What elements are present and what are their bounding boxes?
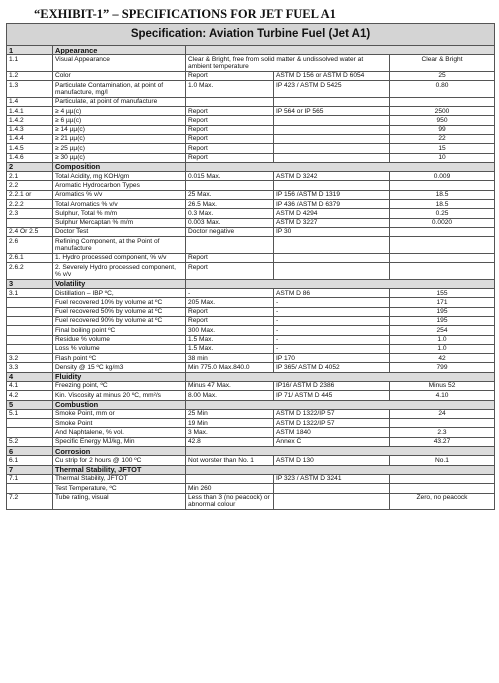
item-result: 950: [390, 116, 495, 125]
item-number: 3.2: [7, 354, 53, 363]
item-label: ≥ 6 µµ(c): [53, 116, 186, 125]
item-limit: Report: [186, 253, 274, 262]
item-result: [390, 253, 495, 262]
item-number: 1.4: [7, 97, 53, 106]
item-test-method: ASTM D 3242: [274, 172, 390, 181]
item-number: 1.3: [7, 81, 53, 98]
table-row: [7, 428, 495, 437]
item-test-method: -: [274, 316, 390, 325]
item-test-method: -: [274, 298, 390, 307]
item-limit: 19 Min: [186, 419, 274, 428]
item-number: [7, 335, 53, 344]
section-number: 7: [7, 465, 53, 474]
section-filler: [186, 372, 495, 381]
item-test-method: [274, 153, 390, 162]
item-label: Total Aromatics % v/v: [53, 200, 186, 209]
table-row: [7, 437, 495, 446]
item-number: [7, 428, 53, 437]
item-label: Distillation – IBP ºC,: [53, 289, 186, 298]
item-number: 2.6: [7, 237, 53, 254]
item-result: 18.5: [390, 200, 495, 209]
item-test-method: ASTM D 156 or ASTM D 6054: [274, 71, 390, 80]
item-limit: Minus 47 Max.: [186, 381, 274, 390]
item-limit: Report: [186, 263, 274, 280]
table-row: [7, 456, 495, 465]
section-row: [7, 279, 495, 288]
item-label: Sulphur Mercaptan % m/m: [53, 218, 186, 227]
table-row: [7, 134, 495, 143]
item-number: 2.2: [7, 181, 53, 190]
item-result: 195: [390, 316, 495, 325]
item-result: 25: [390, 71, 495, 80]
item-limit: 25 Max.: [186, 190, 274, 199]
section-label: Corrosion: [53, 447, 186, 456]
item-label: Aromatics % v/v: [53, 190, 186, 199]
section-number: 3: [7, 279, 53, 288]
item-label: Doctor Test: [53, 227, 186, 236]
item-number: 2.2.1 or: [7, 190, 53, 199]
item-label: 2. Severely Hydro processed component, % v/v: [53, 263, 186, 280]
section-number: 4: [7, 372, 53, 381]
item-number: 3.1: [7, 289, 53, 298]
item-limit: Min 775.0 Max.840.0: [186, 363, 274, 372]
section-row: [7, 465, 495, 474]
item-label: Particulate, at point of manufacture: [53, 97, 186, 106]
item-limit: 1.5 Max.: [186, 335, 274, 344]
item-number: 4.1: [7, 381, 53, 390]
section-filler: [186, 279, 495, 288]
item-label: Kin. Viscosity at minus 20 ºC, mm²/s: [53, 391, 186, 400]
item-result: 2.3: [390, 428, 495, 437]
section-label: Fluidity: [53, 372, 186, 381]
item-label: ≥ 14 µµ(c): [53, 125, 186, 134]
item-label: Density @ 15 ºC kg/m3: [53, 363, 186, 372]
item-result: 799: [390, 363, 495, 372]
item-limit: 300 Max.: [186, 326, 274, 335]
item-result: [390, 237, 495, 254]
item-number: 2.4 Or 2.5: [7, 227, 53, 236]
item-test-method: IP 423 / ASTM D 5425: [274, 81, 390, 98]
item-test-method: ASTM D 3227: [274, 218, 390, 227]
item-result: 4.10: [390, 391, 495, 400]
item-number: 1.4.1: [7, 107, 53, 116]
table-row: [7, 419, 495, 428]
item-limit: Less than 3 (no peacock) or abnormal colour: [186, 493, 274, 510]
item-result: [390, 484, 495, 493]
item-test-method: IP 323 / ASTM D 3241: [274, 474, 390, 483]
table-row: [7, 363, 495, 372]
table-row: [7, 335, 495, 344]
item-limit: 0.3 Max.: [186, 209, 274, 218]
table-row: [7, 493, 495, 510]
item-result: [390, 419, 495, 428]
item-test-method: [274, 493, 390, 510]
table-row: [7, 253, 495, 262]
section-row: [7, 162, 495, 171]
item-number: [7, 307, 53, 316]
table-row: [7, 172, 495, 181]
table-row: [7, 181, 495, 190]
table-row: [7, 116, 495, 125]
item-limit: Report: [186, 116, 274, 125]
item-number: 2.6.2: [7, 263, 53, 280]
item-limit: [186, 237, 274, 254]
item-label: Smoke Point, mm or: [53, 409, 186, 418]
item-limit: 205 Max.: [186, 298, 274, 307]
item-result: No.1: [390, 456, 495, 465]
item-result: 0.25: [390, 209, 495, 218]
table-row: [7, 55, 495, 72]
section-filler: [186, 46, 495, 55]
item-test-method: IP 170: [274, 354, 390, 363]
item-number: 1.1: [7, 55, 53, 72]
item-test-method: ASTM D 130: [274, 456, 390, 465]
item-label: Residue % volume: [53, 335, 186, 344]
item-test-method: IP 71/ ASTM D 445: [274, 391, 390, 400]
table-row: [7, 409, 495, 418]
item-result: [390, 474, 495, 483]
table-row: [7, 190, 495, 199]
table-header-row: [7, 24, 495, 46]
item-limit: 25 Min: [186, 409, 274, 418]
specification-table: [6, 23, 495, 510]
item-result: 42: [390, 354, 495, 363]
section-number: 2: [7, 162, 53, 171]
item-limit: Report: [186, 134, 274, 143]
item-test-method: IP 436 /ASTM D 6379: [274, 200, 390, 209]
section-label: Thermal Stability, JFTOT: [53, 465, 186, 474]
item-number: [7, 419, 53, 428]
item-label: Flash point ºC: [53, 354, 186, 363]
item-result: 15: [390, 144, 495, 153]
table-row: [7, 391, 495, 400]
item-number: 2.3: [7, 209, 53, 218]
table-row: [7, 298, 495, 307]
item-limit: Clear & Bright, free from solid matter & undissolved water at ambient temperature: [186, 55, 390, 72]
item-limit: Not worster than No. 1: [186, 456, 274, 465]
item-label: Freezing point, ºC: [53, 381, 186, 390]
item-result: [390, 263, 495, 280]
item-result: 254: [390, 326, 495, 335]
item-limit: Report: [186, 316, 274, 325]
item-number: 1.4.3: [7, 125, 53, 134]
item-number: 6.1: [7, 456, 53, 465]
item-label: 1. Hydro processed component, % v/v: [53, 253, 186, 262]
item-result: [390, 181, 495, 190]
item-number: 1.4.2: [7, 116, 53, 125]
item-limit: Report: [186, 125, 274, 134]
item-limit: 3 Max.: [186, 428, 274, 437]
item-result: 1.0: [390, 335, 495, 344]
item-limit: -: [186, 289, 274, 298]
item-test-method: IP 564 or IP 565: [274, 107, 390, 116]
item-test-method: ASTM D 1322/IP 57: [274, 409, 390, 418]
section-filler: [186, 465, 495, 474]
item-label: Aromatic Hydrocarbon Types: [53, 181, 186, 190]
item-limit: Report: [186, 144, 274, 153]
item-number: 1.4.6: [7, 153, 53, 162]
item-limit: 42.8: [186, 437, 274, 446]
section-filler: [186, 447, 495, 456]
item-label: Thermal Stability, JFTOT: [53, 474, 186, 483]
section-row: [7, 46, 495, 55]
item-result: [390, 227, 495, 236]
table-row: [7, 209, 495, 218]
item-label: ≥ 25 µµ(c): [53, 144, 186, 153]
item-test-method: -: [274, 307, 390, 316]
table-row: [7, 474, 495, 483]
section-number: 1: [7, 46, 53, 55]
item-test-method: IP 30: [274, 227, 390, 236]
item-label: Specific Energy MJ/kg, Min: [53, 437, 186, 446]
item-result: 24: [390, 409, 495, 418]
item-label: Fuel recovered 10% by volume at ºC: [53, 298, 186, 307]
table-row: [7, 107, 495, 116]
item-number: 1.2: [7, 71, 53, 80]
item-limit: [186, 474, 274, 483]
table-row: [7, 125, 495, 134]
section-filler: [186, 400, 495, 409]
item-result: 22: [390, 134, 495, 143]
item-number: [7, 298, 53, 307]
item-limit: Min 260: [186, 484, 274, 493]
item-test-method: IP 156 /ASTM D 1319: [274, 190, 390, 199]
item-result: 0.009: [390, 172, 495, 181]
item-test-method: -: [274, 335, 390, 344]
item-number: [7, 484, 53, 493]
item-label: Particulate Contamination, at point of manufacture, mg/l: [53, 81, 186, 98]
item-result: 18.5: [390, 190, 495, 199]
table-row: [7, 307, 495, 316]
section-label: Combustion: [53, 400, 186, 409]
item-label: Sulphur, Total % m/m: [53, 209, 186, 218]
item-label: Test Temperature, ºC: [53, 484, 186, 493]
table-row: [7, 218, 495, 227]
table-row: [7, 144, 495, 153]
item-label: Smoke Point: [53, 419, 186, 428]
item-number: 1.4.5: [7, 144, 53, 153]
item-number: 7.2: [7, 493, 53, 510]
item-number: 5.1: [7, 409, 53, 418]
item-result: 10: [390, 153, 495, 162]
table-row: [7, 263, 495, 280]
section-filler: [186, 162, 495, 171]
item-limit: 1.5 Max.: [186, 344, 274, 353]
table-row: [7, 71, 495, 80]
section-label: Appearance: [53, 46, 186, 55]
item-result: 155: [390, 289, 495, 298]
item-test-method: [274, 125, 390, 134]
section-row: [7, 400, 495, 409]
table-row: [7, 237, 495, 254]
item-number: 1.4.4: [7, 134, 53, 143]
item-test-method: -: [274, 344, 390, 353]
item-label: Color: [53, 71, 186, 80]
item-test-method: [274, 134, 390, 143]
item-label: Refining Component, at the Point of manufacture: [53, 237, 186, 254]
item-number: 5.2: [7, 437, 53, 446]
item-result: 0.80: [390, 81, 495, 98]
item-limit: Report: [186, 307, 274, 316]
item-limit: 8.00 Max.: [186, 391, 274, 400]
item-number: 7.1: [7, 474, 53, 483]
item-number: [7, 326, 53, 335]
item-number: [7, 344, 53, 353]
item-limit: Doctor negative: [186, 227, 274, 236]
section-number: 6: [7, 447, 53, 456]
specification-table-body: [7, 24, 495, 510]
item-limit: [186, 97, 274, 106]
table-row: [7, 484, 495, 493]
table-row: [7, 81, 495, 98]
item-result: 195: [390, 307, 495, 316]
item-result: Minus 52: [390, 381, 495, 390]
item-result: 1.0: [390, 344, 495, 353]
item-test-method: [274, 181, 390, 190]
item-limit: Report: [186, 71, 274, 80]
item-test-method: Annex C: [274, 437, 390, 446]
item-result: 0.0020: [390, 218, 495, 227]
item-test-method: [274, 144, 390, 153]
item-result: 43.27: [390, 437, 495, 446]
item-test-method: ASTM D 4294: [274, 209, 390, 218]
section-label: Volatility: [53, 279, 186, 288]
item-label: Visual Appearance: [53, 55, 186, 72]
item-limit: 1.0 Max.: [186, 81, 274, 98]
table-row: [7, 227, 495, 236]
item-label: Final boiling point ºC: [53, 326, 186, 335]
item-result: Clear & Bright: [390, 55, 495, 72]
item-test-method: ASTM 1840: [274, 428, 390, 437]
item-limit: Report: [186, 153, 274, 162]
item-label: Fuel recovered 50% by volume at ºC: [53, 307, 186, 316]
item-result: 171: [390, 298, 495, 307]
table-row: [7, 344, 495, 353]
table-header: Specification: Aviation Turbine Fuel (Jet A1): [7, 24, 495, 46]
table-row: [7, 200, 495, 209]
item-number: [7, 316, 53, 325]
item-test-method: IP16/ ASTM D 2386: [274, 381, 390, 390]
item-limit: 38 min: [186, 354, 274, 363]
item-result: 2500: [390, 107, 495, 116]
item-result: 99: [390, 125, 495, 134]
item-limit: 26.5 Max.: [186, 200, 274, 209]
table-row: [7, 289, 495, 298]
item-limit: [186, 181, 274, 190]
item-limit: Report: [186, 107, 274, 116]
item-label: Tube rating, visual: [53, 493, 186, 510]
item-limit: 0.003 Max.: [186, 218, 274, 227]
item-label: ≥ 21 µµ(c): [53, 134, 186, 143]
item-test-method: [274, 237, 390, 254]
item-limit: 0.015 Max.: [186, 172, 274, 181]
section-label: Composition: [53, 162, 186, 171]
item-result: Zero, no peacock: [390, 493, 495, 510]
item-label: ≥ 4 µµ(c): [53, 107, 186, 116]
item-label: Fuel recovered 90% by volume at ºC: [53, 316, 186, 325]
item-test-method: ASTM D 1322/IP 57: [274, 419, 390, 428]
section-row: [7, 447, 495, 456]
item-test-method: -: [274, 326, 390, 335]
item-test-method: [274, 484, 390, 493]
item-number: [7, 218, 53, 227]
table-row: [7, 381, 495, 390]
table-row: [7, 326, 495, 335]
item-result: [390, 97, 495, 106]
item-test-method: ASTM D 86: [274, 289, 390, 298]
item-test-method: [274, 97, 390, 106]
item-label: Loss % volume: [53, 344, 186, 353]
item-label: ≥ 30 µµ(c): [53, 153, 186, 162]
document-title: “EXHIBIT-1” – SPECIFICATIONS FOR JET FUEL A1: [34, 7, 336, 21]
table-row: [7, 316, 495, 325]
item-number: 2.1: [7, 172, 53, 181]
item-number: 4.2: [7, 391, 53, 400]
item-label: Total Acidity, mg KOH/gm: [53, 172, 186, 181]
section-row: [7, 372, 495, 381]
item-test-method: [274, 116, 390, 125]
item-label: And Naphtalene, % vol.: [53, 428, 186, 437]
item-test-method: [274, 253, 390, 262]
table-row: [7, 97, 495, 106]
section-number: 5: [7, 400, 53, 409]
table-row: [7, 354, 495, 363]
table-row: [7, 153, 495, 162]
item-number: 2.6.1: [7, 253, 53, 262]
item-test-method: IP 365/ ASTM D 4052: [274, 363, 390, 372]
item-label: Cu strip for 2 hours @ 100 ºC: [53, 456, 186, 465]
item-number: 2.2.2: [7, 200, 53, 209]
item-test-method: [274, 263, 390, 280]
item-number: 3.3: [7, 363, 53, 372]
